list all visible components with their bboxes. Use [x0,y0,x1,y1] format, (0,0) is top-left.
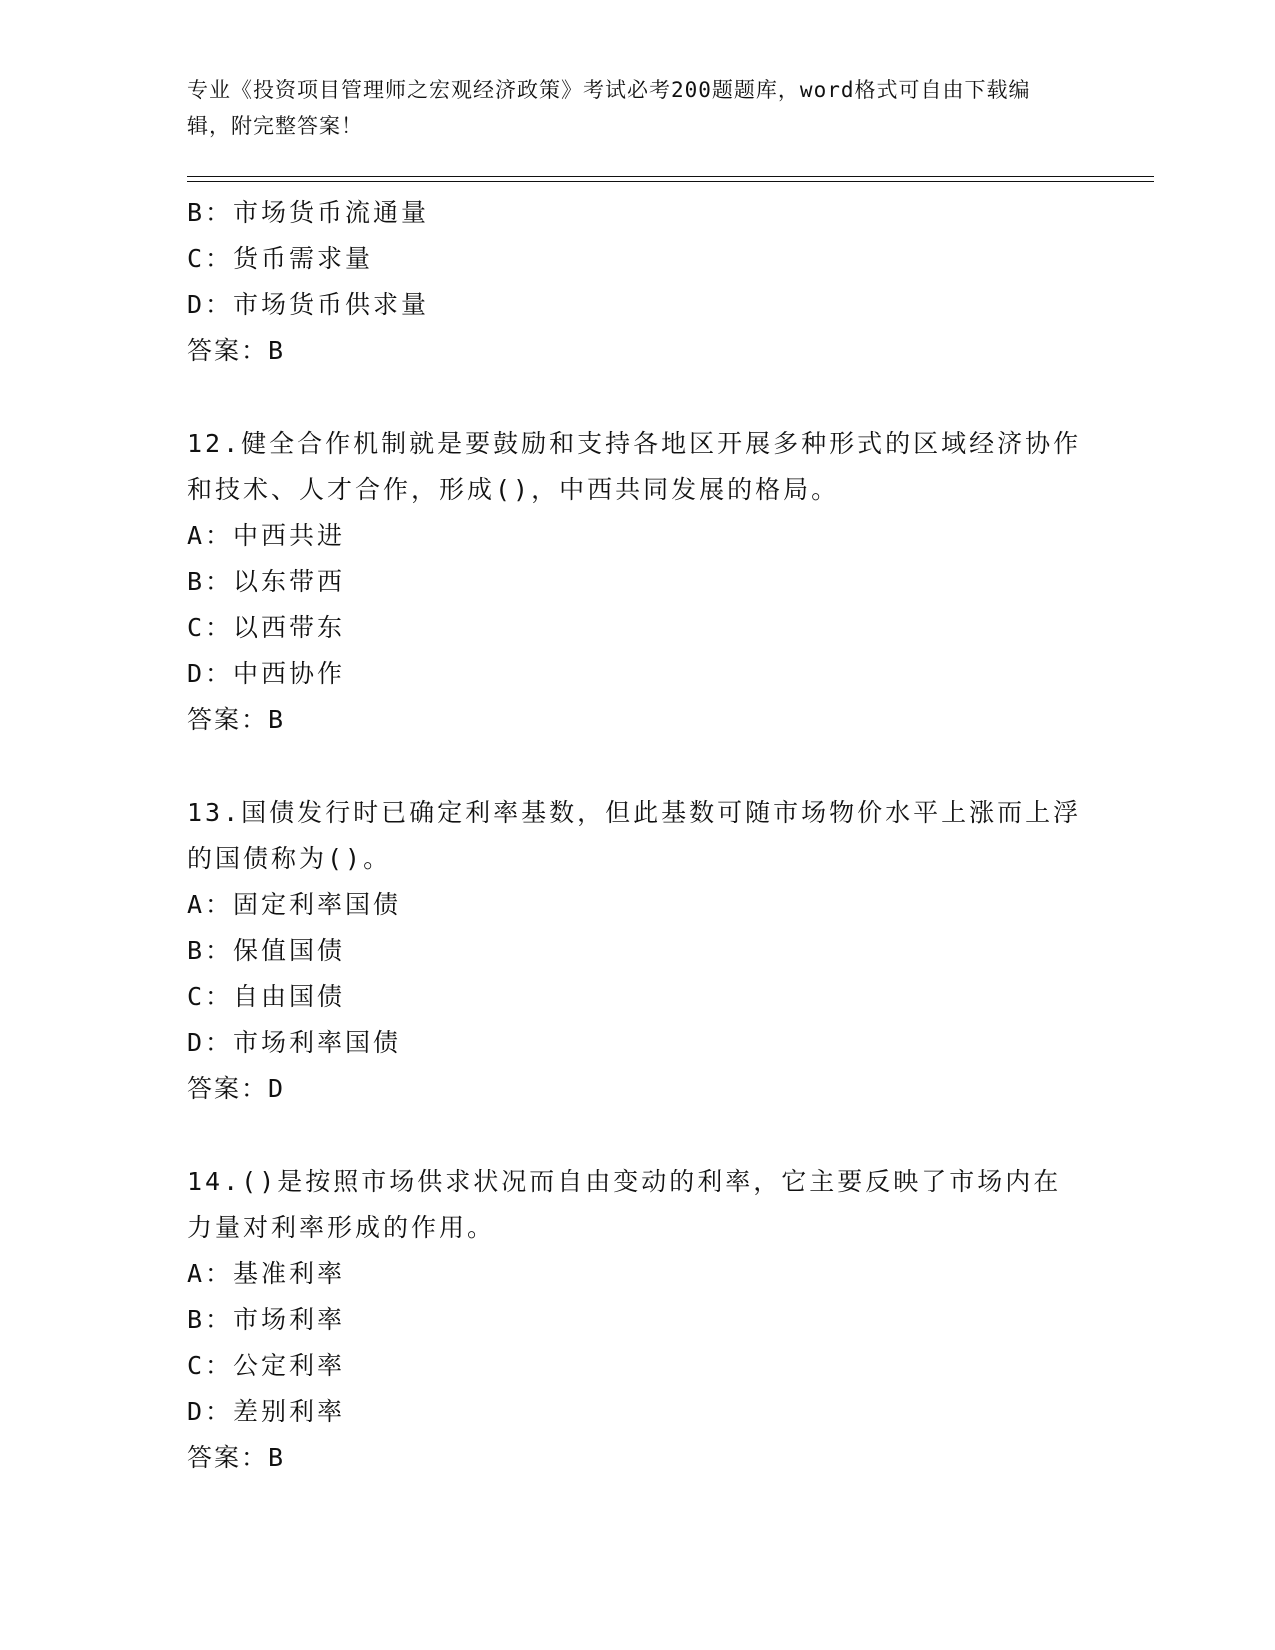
option-a: A：固定利率国债 [187,890,402,919]
option-c: C：以西带东 [187,613,346,642]
header-divider-top [187,176,1154,177]
option-d: D：市场利率国债 [187,1028,402,1057]
option-b: B：以东带西 [187,567,346,596]
option-c: C：货币需求量 [187,244,374,273]
question-13 [187,790,1087,1112]
option-a: A：基准利率 [187,1259,346,1288]
question-text: 14.()是按照市场供求状况而自由变动的利率，它主要反映了市场内在力量对利率形成的作用。 [187,1167,1062,1242]
question-list [187,190,1087,1481]
answer: 答案：B [187,336,286,365]
question-14 [187,1159,1087,1481]
answer: 答案：B [187,1443,286,1472]
document-header: 专业《投资项目管理师之宏观经济政策》考试必考200题题库，word格式可自由下载编辑，附完整答案！ [187,78,1031,138]
option-b: B：保值国债 [187,936,346,965]
option-b: B：市场利率 [187,1305,346,1334]
option-b: B：市场货币流通量 [187,198,430,227]
question-text: 13.国债发行时已确定利率基数，但此基数可随市场物价水平上涨而上浮的国债称为()。 [187,798,1082,873]
option-a: A：中西共进 [187,521,346,550]
question-text: 12.健全合作机制就是要鼓励和支持各地区开展多种形式的区域经济协作和技术、人才合作，形成()，中西共同发展的格局。 [187,429,1082,504]
option-d: D：差别利率 [187,1397,346,1426]
answer: 答案：B [187,705,286,734]
question-12 [187,421,1087,743]
option-c: C：自由国债 [187,982,346,1011]
question-fragment [187,190,1087,374]
answer: 答案：D [187,1074,286,1103]
option-c: C：公定利率 [187,1351,346,1380]
option-d: D：中西协作 [187,659,346,688]
option-d: D：市场货币供求量 [187,290,430,319]
header-divider-bottom [187,181,1154,182]
